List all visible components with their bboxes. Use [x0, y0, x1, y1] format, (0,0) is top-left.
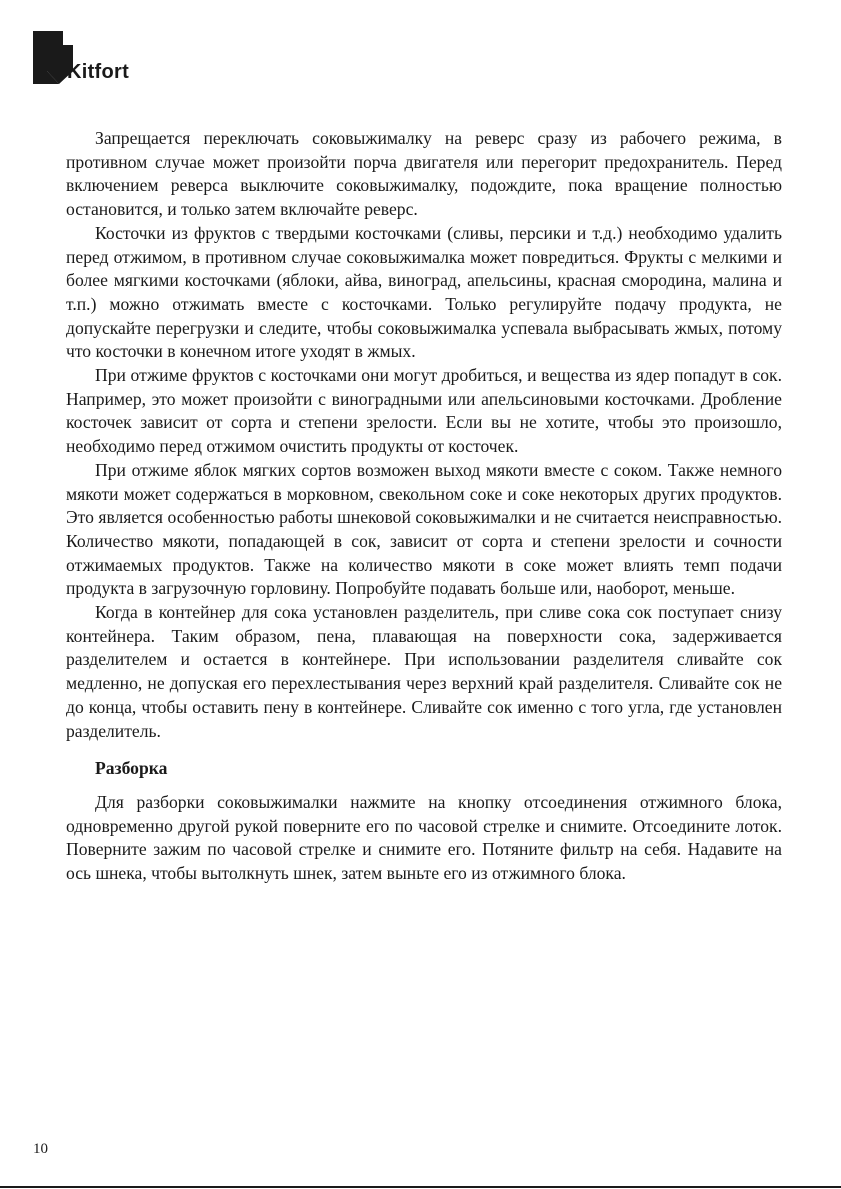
paragraph: Для разборки соковыжималки нажмите на кнопку отсоединения отжимного блока, одновременно другой рукой поверните его по часовой стрелке и снимите. Отсоедините лоток. Поверните зажим по часовой стрелке и снимите его. Потяните фильтр на себя. Надавите на ось шнека, чтобы вытолкнуть шнек, затем выньте его из отжимного блока.: [66, 791, 782, 884]
page-number: 10: [33, 1141, 48, 1157]
paragraph: Когда в контейнер для сока установлен разделитель, при сливе сока сок поступает снизу контейнера. Таким образом, пена, плавающая на поверхности сока, задерживается разделителем и остается в контейнере. При использовании разделителя сливайте сок медленно, не допуская его перехлестывания через верхний край разделителя. Сливайте сок не до конца, чтобы оставить пену в контейнере. Сливайте сок именно с того угла, где установлен разделитель.: [66, 602, 782, 741]
kitfort-logo: [33, 31, 153, 87]
section-heading: Разборка: [95, 758, 168, 779]
paragraph: Запрещается переключать соковыжималку на реверс сразу из рабочего режима, в противном случае может произойти порча двигателя или перегорит предохранитель. Перед включением реверса выключите соковыжималку, подождите, пока вращение полностью остановится, и только затем включайте реверс.: [66, 128, 782, 220]
paragraph: При отжиме фруктов с косточками они могут дробиться, и вещества из ядер попадут в сок. Например, это может произойти с виноградными или апельсиновыми косточками. Дробление косточек зависит от сорта и степени зрелости. Если вы не хотите, чтобы это произошло, необходимо перед отжимом очистить продукты от косточек.: [66, 365, 782, 457]
page-content: [66, 127, 782, 886]
paragraph: Косточки из фруктов с твердыми косточками (сливы, персики и т.д.) необходимо удалить перед отжимом, в противном случае соковыжималка может повредиться. Фрукты с мелкими и более мягкими косточками (яблоки, айва, виноград, апельсины, красная смородина, малина и т.п.) можно отжимать вместе с косточками. Только регулируйте подачу продукта, не допускайте перегрузки и следите, чтобы соковыжималка успевала выбрасывать жмых, потому что косточки в конечном итоге уходят в жмых.: [66, 222, 782, 362]
paragraph: При отжиме яблок мягких сортов возможен выход мякоти вместе с соком. Также немного мякоти может содержаться в морковном, свекольном соке и соке некоторых других продуктов. Это является особенностью работы шнековой соковыжималки и не считается неисправностью. Количество мякоти, попадающей в сок, зависит от сорта и степени зрелости и сочности отжимаемых продуктов. Также на количество мякоти в соке может влиять темп подачи продукта в загрузочную горловину. Попробуйте подавать больше или, наоборот, меньше.: [66, 459, 782, 599]
logo-text: Kitfort: [67, 61, 130, 83]
bottom-rule: [0, 1186, 841, 1188]
